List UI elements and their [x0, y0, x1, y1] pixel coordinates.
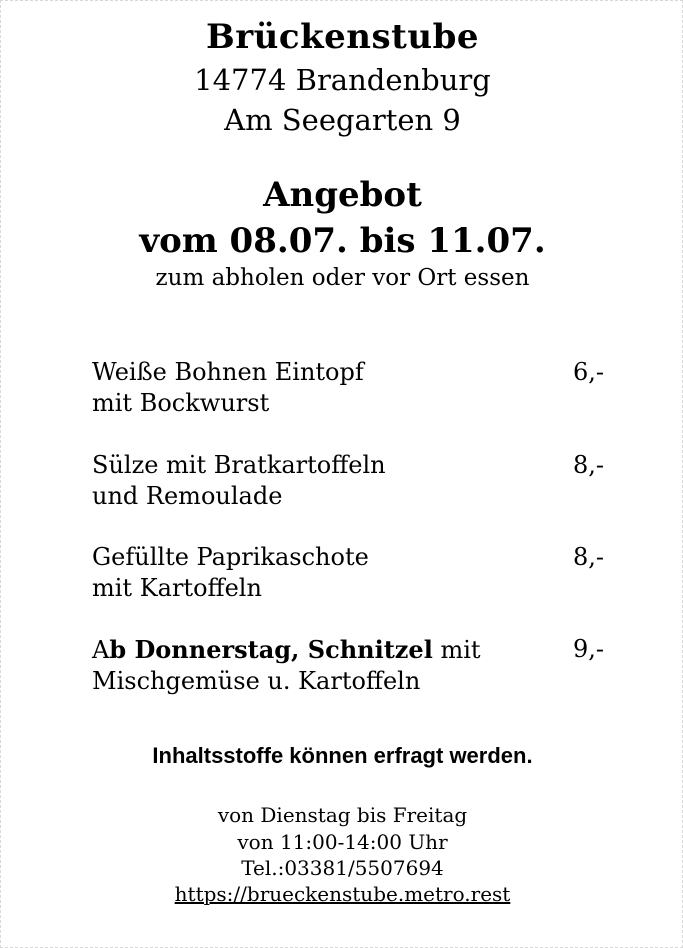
opening-days: von Dienstag bis Freitag [217, 803, 468, 827]
offer-title: Angebot [263, 175, 422, 215]
menu-item-price: 8,- [572, 451, 604, 479]
menu-item [92, 450, 604, 512]
website-row [1, 882, 683, 906]
opening-hours: von 11:00-14:00 Uhr [237, 830, 448, 854]
restaurant-name: Brückenstube [206, 17, 479, 57]
offer-period: vom 08.07. bis 11.07. [139, 221, 546, 261]
menu-item-line1: Weiße Bohnen Eintopf [92, 358, 364, 386]
phone-number: Tel.:03381/5507694 [241, 856, 444, 880]
menu-item-line2: mit Kartoffeln [92, 574, 262, 602]
offer-subtitle: zum abholen oder vor Ort essen [155, 265, 530, 291]
menu-item-line1 [92, 634, 552, 666]
menu-item-line2: und Remoulade [92, 482, 283, 510]
menu-item-line1-bold: b Donnerstag, Schnitzel [109, 635, 433, 664]
menu-item [92, 357, 604, 419]
website-link[interactable]: https://brueckenstube.metro.rest [174, 882, 511, 906]
menu-item-price: 9,- [572, 635, 604, 663]
menu-item-line1-prefix: A [92, 636, 110, 664]
menu-item-line1: Sülze mit Bratkartoffeln [92, 451, 386, 479]
menu-item-price: 8,- [572, 543, 604, 571]
menu-item-line2: mit Bockwurst [92, 389, 270, 417]
menu-item-line1-suffix: mit [432, 636, 481, 664]
menu-item [92, 634, 604, 697]
menu-item [92, 542, 604, 604]
menu-item-price: 6,- [572, 358, 604, 386]
menu-item-line1: Gefüllte Paprikaschote [92, 543, 369, 571]
address-city: 14774 Brandenburg [194, 63, 491, 97]
allergen-notice: Inhaltsstoffe können erfragt werden. [152, 743, 533, 768]
address-street: Am Seegarten 9 [224, 103, 461, 137]
menu-item-line2: Mischgemüse u. Kartoffeln [92, 667, 421, 695]
